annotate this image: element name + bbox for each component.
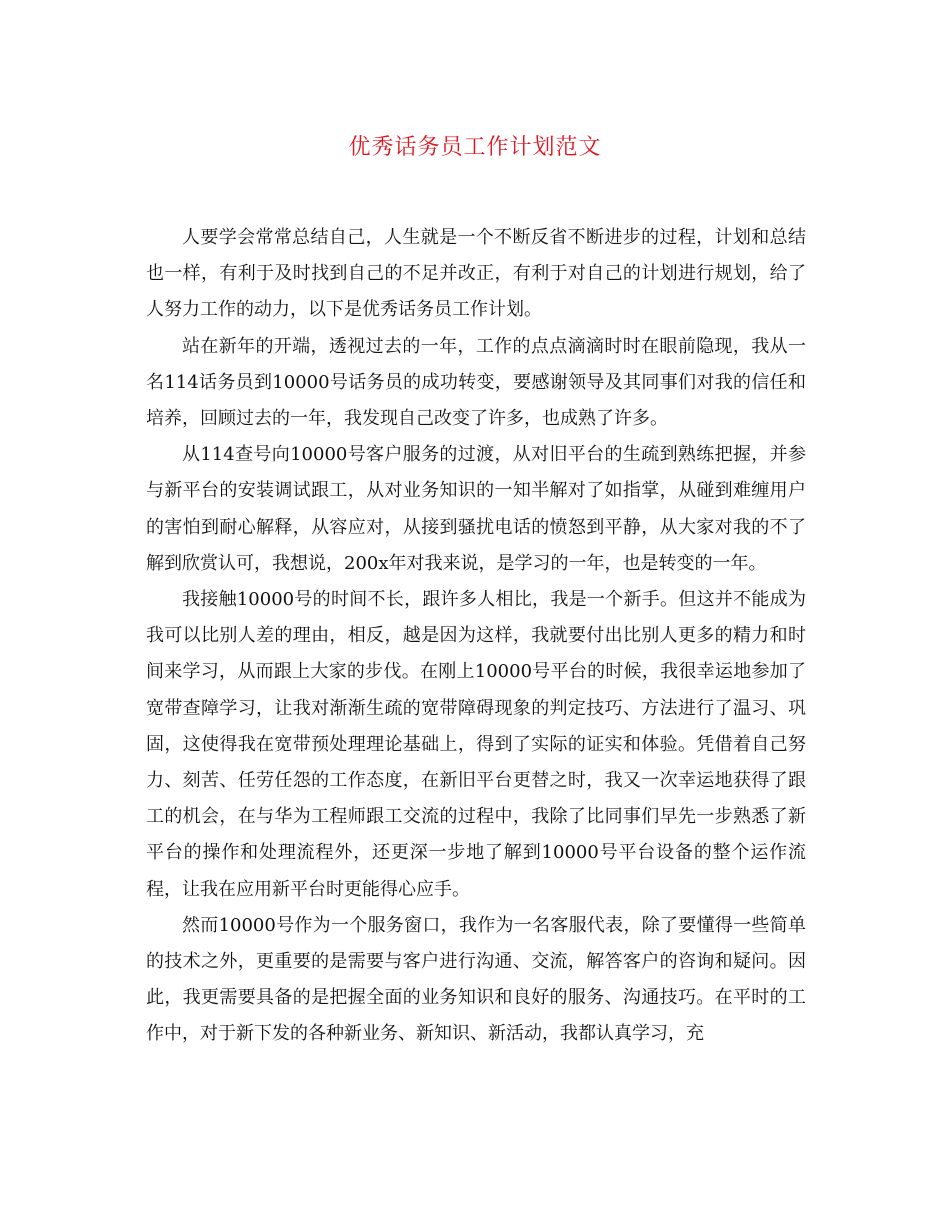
paragraph: 站在新年的开端，透视过去的一年，工作的点点滴滴时时在眼前隐现，我从一名114话务员到10000号话务员的成功转变，要感谢领导及其同事们对我的信任和培养，回顾过去的一年，我发现自己改变了许多，也成熟了许多。	[146, 335, 806, 430]
paragraph: 我接触10000号的时间不长，跟许多人相比，我是一个新手。但这并不能成为我可以比别人差的理由，相反，越是因为这样，我就要付出比别人更多的精力和时间来学习，从而跟上大家的步伐。在刚上10000号平台的时候，我很幸运地参加了宽带查障学习，让我对渐渐生疏的宽带障碍现象的判定技巧、方法进行了温习、巩固，这使得我在宽带预处理理论基础上，得到了实际的证实和体验。凭借着自己努力、刻苦、任劳任怨的工作态度，在新旧平台更替之时，我又一次幸运地获得了跟工的机会，在与华为工程师跟工交流的过程中，我除了比同事们早先一步熟悉了新平台的操作和处理流程外，还更深一步地了解到10000号平台设备的整个运作流程，让我在应用新平台时更能得心应手。	[146, 589, 806, 900]
paragraph: 从114查号向10000号客户服务的过渡，从对旧平台的生疏到熟练把握，并参与新平台的安装调试跟工，从对业务知识的一知半解对了如指掌，从碰到难缠用户的害怕到耐心解释，从容应对，从接到骚扰电话的愤怒到平静，从大家对我的不了解到欣赏认可，我想说，200x年对我来说，是学习的一年，也是转变的一年。	[146, 444, 806, 574]
paragraph: 然而10000号作为一个服务窗口，我作为一名客服代表，除了要懂得一些简单的技术之外，更重要的是需要与客户进行沟通、交流，解答客户的咨询和疑问。因此，我更需要具备的是把握全面的业务知识和良好的服务、沟通技巧。在平时的工作中，对于新下发的各种新业务、新知识、新活动，我都认真学习，充	[146, 914, 806, 1045]
document-title: 优秀话务员工作计划范文	[348, 135, 602, 160]
document-body	[146, 220, 806, 1053]
paragraph: 人要学会常常总结自己，人生就是一个不断反省不断进步的过程，计划和总结也一样，有利于及时找到自己的不足并改正，有利于对自己的计划进行规划，给了人努力工作的动力，以下是优秀话务员工作计划。	[146, 227, 806, 321]
